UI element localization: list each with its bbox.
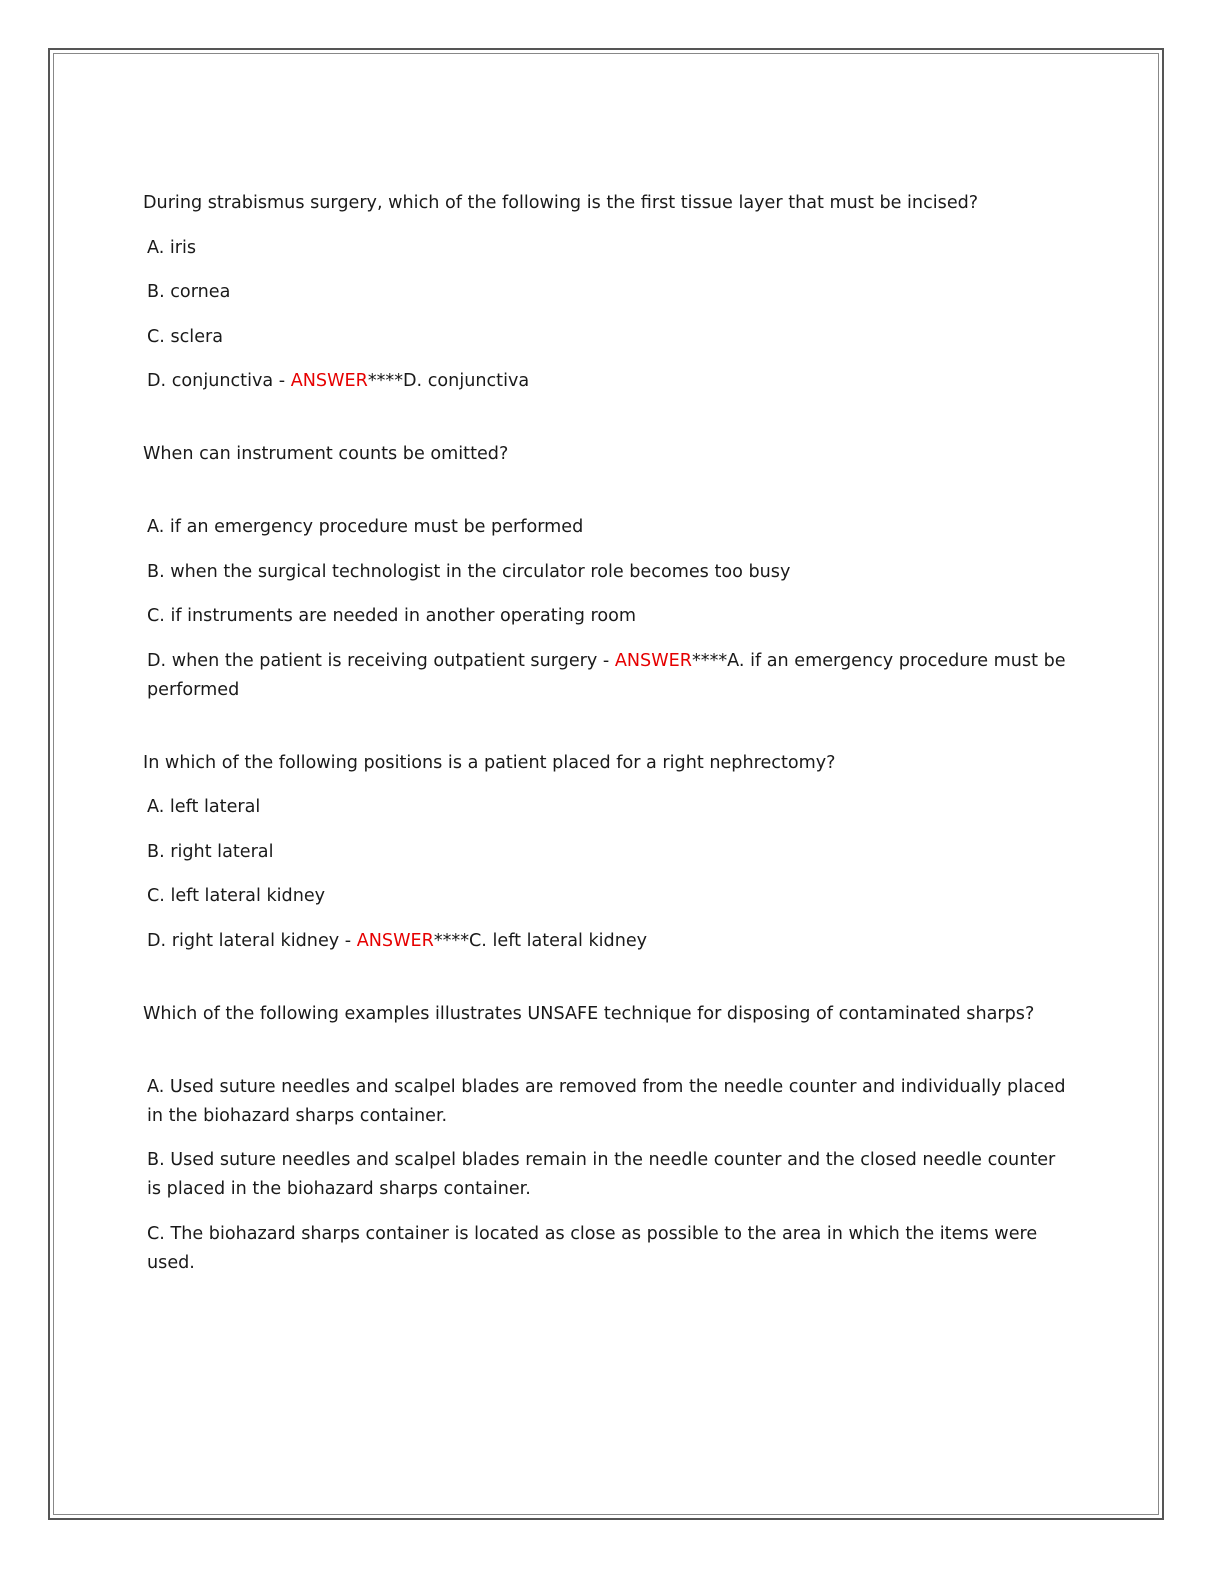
- answer-label: ANSWER: [290, 371, 368, 391]
- option-d: D. right lateral kidney -: [147, 930, 357, 951]
- document-content: [143, 189, 1073, 1293]
- answer-text: ****C. left lateral kidney: [433, 930, 648, 951]
- option-d: D. when the patient is receiving outpatient surgery -: [147, 650, 615, 671]
- question-block: [143, 440, 1073, 705]
- option-b: B. Used suture needles and scalpel blades remain in the needle counter and the closed needle counter is placed in the biohazard sharps container.: [147, 1150, 1061, 1199]
- option-c: C. if instruments are needed in another operating room: [147, 606, 637, 626]
- question-stem: During strabismus surgery, which of the following is the first tissue layer that must be incised?: [143, 193, 979, 213]
- option-d-with-answer: [143, 367, 1073, 396]
- answer-text: ****A. if an emergency procedure must be performed: [147, 650, 1072, 700]
- option-a: A. Used suture needles and scalpel blades are removed from the needle counter and individually placed in the biohazard sharps container.: [147, 1076, 1072, 1126]
- option-a: A. left lateral: [147, 797, 261, 817]
- question-block: [143, 1000, 1073, 1278]
- answer-label: ANSWER: [614, 650, 692, 671]
- question-stem: In which of the following positions is a patient placed for a right nephrectomy?: [143, 752, 836, 773]
- question-stem: Which of the following examples illustrates UNSAFE technique for disposing of contaminated sharps?: [143, 1003, 1035, 1024]
- option-b: B. cornea: [147, 282, 231, 302]
- question-block: [143, 189, 1073, 396]
- answer-label: ANSWER: [356, 930, 434, 951]
- option-c: C. The biohazard sharps container is located as close as possible to the area in which the items were used.: [147, 1223, 1043, 1273]
- answer-text: ****D. conjunctiva: [367, 371, 530, 391]
- option-a: A. iris: [147, 237, 197, 258]
- option-a: A. if an emergency procedure must be performed: [147, 517, 584, 537]
- option-b: B. when the surgical technologist in the circulator role becomes too busy: [147, 561, 791, 582]
- option-b: B. right lateral: [147, 841, 274, 862]
- question-stem: When can instrument counts be omitted?: [143, 444, 509, 464]
- option-d: D. conjunctiva -: [147, 371, 291, 391]
- question-block: [143, 749, 1073, 956]
- option-d-with-answer: [143, 927, 1073, 956]
- option-c: C. sclera: [147, 326, 224, 347]
- option-c: C. left lateral kidney: [147, 886, 326, 906]
- option-d-with-answer: [143, 647, 1073, 705]
